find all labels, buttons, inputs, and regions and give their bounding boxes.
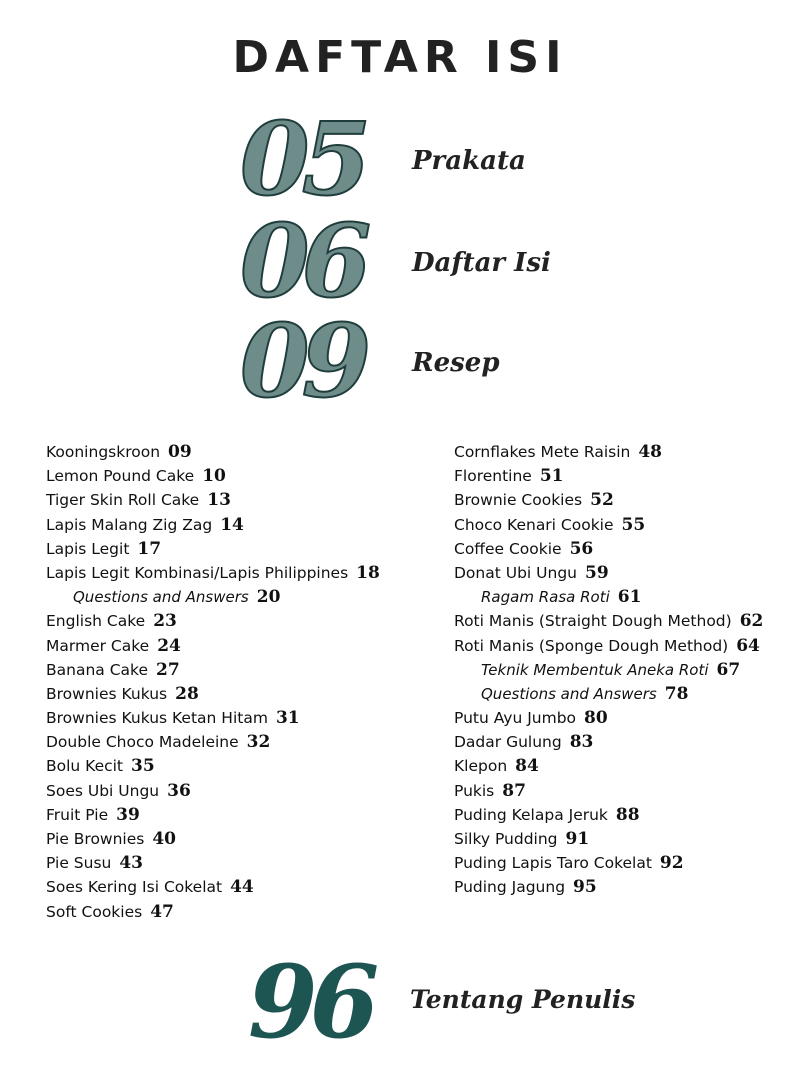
toc-entry-page: 91 bbox=[565, 829, 590, 849]
section-resep[interactable] bbox=[240, 302, 760, 420]
toc-entry[interactable] bbox=[46, 779, 380, 803]
toc-entry[interactable] bbox=[454, 779, 763, 803]
toc-entry-title: Klepon bbox=[454, 757, 508, 776]
page-title: DAFTAR ISI bbox=[232, 32, 568, 83]
toc-entry-title: Roti Manis (Straight Dough Method) bbox=[454, 612, 732, 631]
section-number: 09 bbox=[240, 302, 364, 420]
toc-entry[interactable] bbox=[46, 875, 380, 899]
toc-entry-page: 39 bbox=[116, 804, 140, 825]
toc-entry-title: Ragam Rasa Roti bbox=[481, 588, 610, 607]
toc-entry[interactable] bbox=[46, 634, 380, 658]
section-number: 96 bbox=[248, 943, 372, 1061]
toc-entry-title: Lapis Legit bbox=[46, 539, 130, 558]
toc-entry[interactable] bbox=[46, 658, 380, 682]
toc-entry[interactable] bbox=[454, 682, 763, 706]
toc-entry-title: Questions and Answers bbox=[73, 588, 249, 607]
toc-entry[interactable] bbox=[454, 488, 763, 512]
toc-entry-title: Double Choco Madeleine bbox=[46, 733, 239, 752]
toc-entry-page: 55 bbox=[621, 514, 646, 535]
toc-entry-title: Teknik Membentuk Aneka Roti bbox=[481, 660, 709, 679]
toc-entry-title: Brownie Cookies bbox=[454, 491, 583, 510]
toc-entry[interactable] bbox=[454, 851, 763, 875]
toc-entry-title: Lapis Malang Zig Zag bbox=[46, 515, 213, 534]
toc-entry-page: 10 bbox=[202, 466, 226, 487]
toc-entry-title: Soes Ubi Ungu bbox=[46, 781, 160, 800]
toc-entry[interactable] bbox=[46, 561, 380, 585]
toc-entry-title: Lapis Legit Kombinasi/Lapis Philippines bbox=[46, 563, 349, 582]
toc-entry-page: 23 bbox=[153, 611, 177, 632]
toc-entry[interactable] bbox=[46, 585, 380, 609]
toc-entry-title: Putu Ayu Jumbo bbox=[454, 709, 577, 728]
toc-entry-title: Banana Cake bbox=[46, 660, 148, 679]
toc-entry[interactable] bbox=[454, 634, 763, 658]
toc-entry-page: 18 bbox=[356, 562, 380, 583]
toc-entry-title: Puding Jagung bbox=[454, 878, 566, 897]
toc-entry[interactable] bbox=[46, 803, 380, 827]
toc-entry-title: Bolu Kecit bbox=[46, 757, 124, 776]
toc-column-right bbox=[454, 440, 763, 900]
toc-entry[interactable] bbox=[46, 851, 380, 875]
toc-entry-page: 43 bbox=[119, 853, 144, 874]
toc-entry-page: 51 bbox=[539, 466, 564, 487]
toc-entry-page: 14 bbox=[220, 514, 244, 535]
toc-entry-title: Donat Ubi Ungu bbox=[454, 563, 577, 582]
toc-entry-page: 44 bbox=[230, 877, 254, 898]
toc-entry[interactable] bbox=[454, 513, 763, 537]
toc-entry-title: Choco Kenari Cookie bbox=[454, 515, 614, 534]
toc-entry[interactable] bbox=[46, 682, 380, 706]
section-label: Prakata bbox=[412, 146, 526, 176]
toc-entry-title: Puding Lapis Taro Cokelat bbox=[454, 854, 652, 873]
toc-entry-title: Pukis bbox=[454, 781, 495, 800]
toc-entry[interactable] bbox=[454, 609, 763, 633]
toc-entry[interactable] bbox=[454, 440, 763, 464]
toc-entry-title: Pie Susu bbox=[46, 854, 112, 873]
toc-entry-title: Lemon Pound Cake bbox=[46, 467, 195, 486]
toc-entry-page: 35 bbox=[131, 756, 155, 777]
toc-entry[interactable] bbox=[454, 803, 763, 827]
toc-entry-title: Brownies Kukus bbox=[46, 684, 168, 703]
toc-entry-page: 80 bbox=[584, 708, 608, 729]
section-number: 05 bbox=[240, 100, 364, 218]
toc-entry[interactable] bbox=[46, 488, 380, 512]
toc-entry-page: 28 bbox=[175, 683, 199, 704]
toc-entry[interactable] bbox=[454, 827, 763, 851]
toc-entry-page: 62 bbox=[739, 611, 764, 632]
toc-entry-page: 78 bbox=[664, 683, 689, 704]
toc-entry-page: 47 bbox=[150, 901, 174, 922]
toc-entry-title: English Cake bbox=[46, 612, 146, 631]
toc-entry-title: Fruit Pie bbox=[46, 805, 109, 824]
toc-entry-page: 36 bbox=[167, 780, 191, 801]
toc-entry-title: Tiger Skin Roll Cake bbox=[46, 491, 200, 510]
section-label: Resep bbox=[412, 348, 500, 378]
toc-entry-page: 92 bbox=[659, 853, 684, 874]
toc-entry-page: 61 bbox=[617, 587, 642, 608]
toc-entry[interactable] bbox=[454, 585, 763, 609]
toc-entry[interactable] bbox=[454, 464, 763, 488]
toc-entry-page: 59 bbox=[585, 562, 609, 583]
toc-entry[interactable] bbox=[46, 537, 380, 561]
toc-entry[interactable] bbox=[46, 730, 380, 754]
section-daftar-isi[interactable] bbox=[240, 202, 760, 320]
toc-entry-page: 09 bbox=[168, 442, 192, 462]
toc-entry-title: Soft Cookies bbox=[46, 902, 143, 921]
toc-entry-page: 17 bbox=[137, 538, 162, 559]
toc-entry-page: 84 bbox=[515, 756, 539, 777]
section-tentang-penulis[interactable] bbox=[248, 943, 768, 1061]
toc-entry-page: 52 bbox=[590, 490, 614, 511]
toc-entry-title: Puding Kelapa Jeruk bbox=[454, 805, 608, 824]
toc-entry[interactable] bbox=[46, 609, 380, 633]
toc-entry[interactable] bbox=[46, 754, 380, 778]
section-number: 06 bbox=[240, 202, 364, 320]
section-label: Daftar Isi bbox=[412, 248, 551, 278]
toc-entry[interactable] bbox=[46, 513, 380, 537]
toc-entry[interactable] bbox=[454, 875, 763, 899]
toc-entry-page: 95 bbox=[573, 877, 597, 898]
toc-entry-page: 64 bbox=[736, 635, 760, 656]
toc-entry-title: Marmer Cake bbox=[46, 636, 150, 655]
toc-entry-page: 56 bbox=[569, 538, 594, 559]
toc-entry-page: 40 bbox=[152, 829, 177, 849]
toc-entry-page: 48 bbox=[638, 442, 663, 462]
toc-entry[interactable] bbox=[454, 706, 763, 730]
toc-entry-title: Soes Kering Isi Cokelat bbox=[46, 878, 223, 897]
toc-entry-title: Silky Pudding bbox=[454, 830, 558, 848]
toc-entry-page: 31 bbox=[275, 708, 300, 729]
section-label: Tentang Penulis bbox=[410, 985, 636, 1014]
toc-entry-page: 87 bbox=[502, 780, 526, 801]
toc-entry-page: 20 bbox=[256, 587, 281, 608]
toc-entry[interactable] bbox=[46, 900, 380, 924]
toc-entry[interactable] bbox=[46, 706, 380, 730]
toc-entry[interactable] bbox=[454, 730, 763, 754]
toc-entry-page: 88 bbox=[615, 804, 640, 825]
toc-entry-page: 13 bbox=[207, 490, 231, 511]
toc-entry-page: 27 bbox=[155, 659, 180, 680]
toc-entry-title: Kooningskroon bbox=[46, 443, 161, 461]
toc-entry-title: Florentine bbox=[454, 467, 532, 486]
toc-entry-title: Pie Brownies bbox=[46, 830, 145, 848]
toc-entry-title: Coffee Cookie bbox=[454, 539, 562, 558]
toc-column-left bbox=[46, 440, 380, 924]
toc-entry[interactable] bbox=[454, 754, 763, 778]
toc-entry-title: Questions and Answers bbox=[481, 684, 657, 703]
toc-entry[interactable] bbox=[454, 561, 763, 585]
toc-entry[interactable] bbox=[46, 464, 380, 488]
section-prakata[interactable] bbox=[240, 100, 760, 218]
toc-entry-page: 83 bbox=[569, 732, 594, 753]
toc-entry[interactable] bbox=[454, 658, 763, 682]
toc-entry[interactable] bbox=[46, 827, 380, 851]
toc-entry-page: 32 bbox=[246, 732, 271, 753]
toc-entry-page: 67 bbox=[716, 659, 741, 680]
toc-entry-title: Dadar Gulung bbox=[454, 733, 562, 752]
toc-entry-title: Brownies Kukus Ketan Hitam bbox=[46, 709, 268, 728]
toc-entry-title: Roti Manis (Sponge Dough Method) bbox=[454, 636, 729, 655]
toc-entry-page: 24 bbox=[157, 635, 181, 656]
toc-entry-title: Cornflakes Mete Raisin bbox=[454, 443, 631, 461]
toc-entry[interactable] bbox=[46, 440, 380, 464]
toc-entry[interactable] bbox=[454, 537, 763, 561]
